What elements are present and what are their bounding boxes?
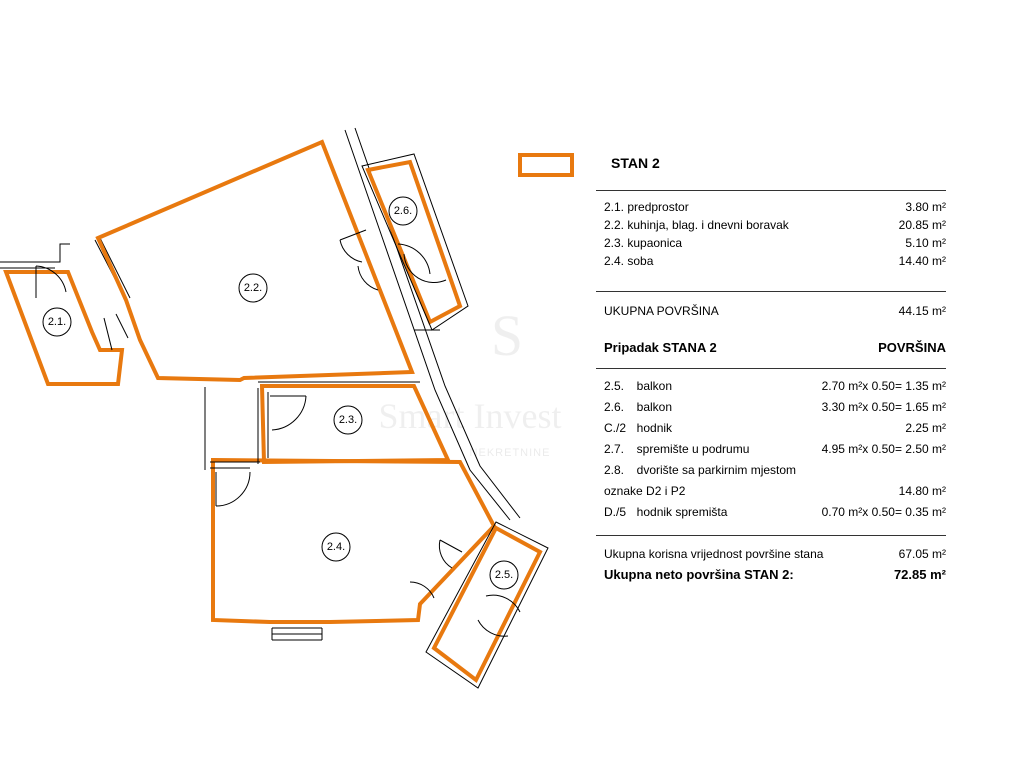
appurtenance-number: D./5 — [604, 505, 627, 519]
appurtenance-title: Pripadak STANA 2 — [604, 340, 717, 355]
room-name: 2.3. kupaonica — [604, 236, 683, 250]
room-label-2-3 — [334, 406, 362, 434]
watermark-subtitle: NEKRETNINE — [469, 447, 551, 459]
room-2-2-outline — [98, 142, 412, 380]
svg-text:2.2.: 2.2. — [243, 282, 263, 294]
legend-color-swatch — [518, 153, 574, 177]
room-label-2-6 — [389, 197, 417, 225]
room-label-2-5 — [490, 561, 518, 589]
appurtenance-row — [604, 420, 946, 437]
total-row — [604, 303, 946, 320]
appurtenance-name: balkon — [636, 379, 673, 393]
appurtenance-number: 2.7. — [604, 442, 625, 456]
legend-title: STAN 2 — [611, 155, 660, 171]
room-area: 14.40 m² — [898, 254, 946, 268]
appurtenance-row — [604, 441, 946, 458]
appurtenance-number: 2.8. — [604, 463, 625, 477]
room-area: 5.10 m² — [905, 236, 946, 250]
room-name: 2.2. kuhinja, blag. i dnevni boravak — [604, 218, 789, 232]
area-legend — [518, 153, 946, 593]
room-name: 2.4. soba — [604, 254, 654, 268]
watermark-name: Smart Invest — [378, 396, 562, 436]
appurtenance-name: spremište u podrumu — [636, 442, 750, 456]
room-label-2-1 — [43, 308, 71, 336]
appurtenance-area: 4.95 m²x 0.50= 2.50 m² — [821, 442, 946, 456]
appurtenance-header — [604, 339, 946, 356]
room-label-2-2 — [239, 274, 267, 302]
useful-area-value: 67.05 m² — [898, 547, 946, 561]
divider — [596, 190, 946, 191]
room-area: 20.85 m² — [898, 218, 946, 232]
room-row — [604, 217, 946, 234]
svg-text:2.5.: 2.5. — [494, 569, 514, 581]
room-row — [604, 253, 946, 270]
room-row — [604, 199, 946, 216]
appurtenance-area: 2.70 m²x 0.50= 1.35 m² — [821, 379, 946, 393]
appurtenance-area: 0.70 m²x 0.50= 0.35 m² — [821, 505, 946, 519]
divider — [596, 291, 946, 292]
appurtenance-area-header: POVRŠINA — [878, 340, 946, 355]
useful-area-row — [604, 546, 946, 563]
total-value: 44.15 m² — [898, 304, 946, 318]
appurtenance-row — [604, 399, 946, 416]
room-labels — [43, 197, 518, 589]
net-area-label: Ukupna neto površina STAN 2: — [604, 567, 794, 582]
room-area: 3.80 m² — [905, 200, 946, 214]
appurtenance-name: hodnik spremišta — [636, 505, 728, 519]
appurtenance-row — [604, 504, 946, 521]
net-area-value: 72.85 m² — [893, 567, 946, 582]
useful-area-label: Ukupna korisna vrijednost površine stana — [604, 547, 824, 561]
appurtenance-row — [604, 378, 946, 395]
appurtenance-row — [604, 483, 946, 500]
room-2-4-outline — [213, 460, 494, 622]
divider — [596, 535, 946, 536]
svg-text:2.4.: 2.4. — [326, 541, 346, 553]
watermark-logo: S — [490, 303, 524, 368]
appurtenance-name: dvorište sa parkirnim mjestom — [636, 463, 797, 477]
appurtenance-number: 2.5. — [604, 379, 625, 393]
appurtenance-number: C./2 — [604, 421, 627, 435]
appurtenance-number: 2.6. — [604, 400, 625, 414]
appurtenance-name: oznake D2 i P2 — [604, 484, 686, 498]
room-name: 2.1. predprostor — [604, 200, 689, 214]
room-row — [604, 235, 946, 252]
svg-text:2.3.: 2.3. — [338, 414, 358, 426]
divider — [596, 368, 946, 369]
appurtenance-area: 14.80 m² — [898, 484, 946, 498]
door-2-3 — [270, 396, 306, 430]
room-label-2-4 — [322, 533, 350, 561]
interior-walls — [104, 314, 440, 640]
appurtenance-row — [604, 462, 946, 479]
appurtenance-name: hodnik — [636, 421, 673, 435]
appurtenance-area: 3.30 m²x 0.50= 1.65 m² — [821, 400, 946, 414]
total-label: UKUPNA POVRŠINA — [604, 304, 719, 318]
door-2-4 — [216, 472, 250, 506]
svg-text:2.1.: 2.1. — [47, 316, 67, 328]
net-area-row — [604, 566, 946, 583]
svg-text:2.6.: 2.6. — [393, 205, 413, 217]
appurtenance-name: balkon — [636, 400, 673, 414]
appurtenance-area: 2.25 m² — [905, 421, 946, 435]
